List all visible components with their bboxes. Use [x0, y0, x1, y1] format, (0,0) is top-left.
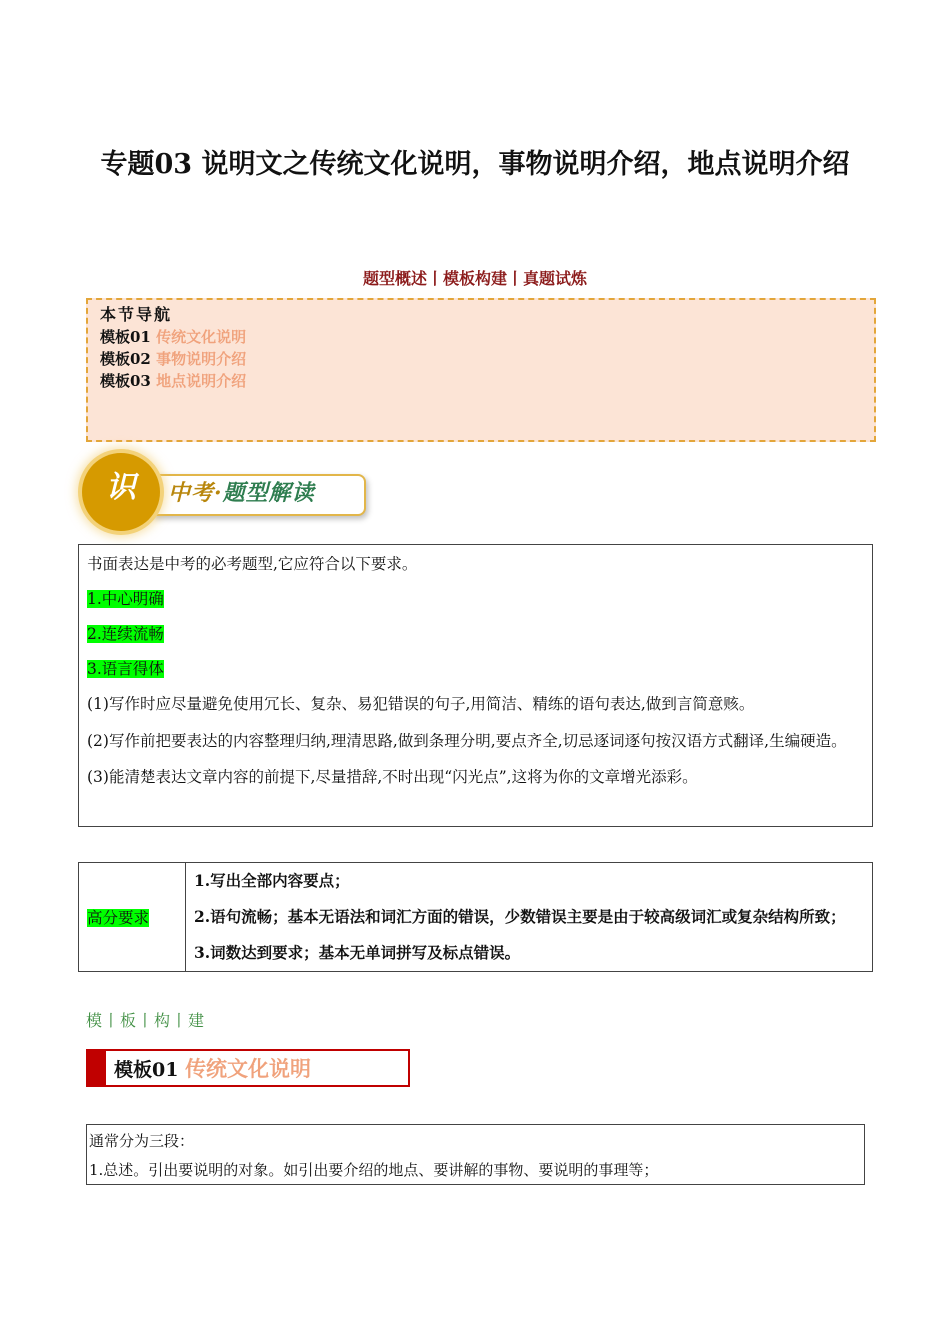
nav-item-prefix: 模板03: [100, 372, 157, 390]
template01-header: [86, 1049, 410, 1087]
nav-item-1[interactable]: [100, 326, 862, 348]
nav-heading: 本节导航: [100, 305, 173, 324]
requirements-label: 高分要求: [87, 909, 150, 927]
requirements-label-cell: [79, 863, 186, 972]
nav-item-prefix: 模板02: [100, 350, 157, 368]
requirements-table: [78, 862, 873, 972]
intro-point-2: (2)写作前把要表达的内容整理归纳,理清思路,做到条理分明,要点齐全,切忌逐词逐句按汉语方式翻译,生编硬造。: [87, 732, 847, 750]
structure-line-2: 1.总述。引出要说明的对象。如引出要介绍的地点、要讲解的事物、要说明的事理等；: [89, 1161, 659, 1179]
nav-item-3[interactable]: [100, 370, 862, 392]
intro-box: [78, 544, 873, 827]
badge-char: 识: [106, 470, 136, 505]
section-subnav: 题型概述丨模板构建丨真题试炼: [362, 269, 587, 288]
nav-item-prefix: 模板01: [100, 328, 157, 346]
section-navigation-box: [86, 298, 876, 442]
accent-bar: [88, 1051, 106, 1085]
template01-link[interactable]: 传统文化说明: [185, 1056, 312, 1081]
structure-line-1: 通常分为三段：: [89, 1132, 195, 1150]
highlight-2: 2.连续流畅: [87, 625, 164, 643]
nav-link-2[interactable]: 事物说明介绍: [156, 350, 247, 368]
highlight-1: 1.中心明确: [87, 590, 164, 608]
requirement-item-1: 1.写出全部内容要点；: [194, 871, 350, 890]
requirements-items-cell: [186, 863, 873, 972]
badge-title: [168, 476, 315, 507]
template01-title: [114, 1053, 311, 1083]
requirement-item-2: 2.语句流畅；基本无语法和词汇方面的错误，少数错误主要是由于较高级词汇或复杂结构所致；: [194, 907, 846, 926]
intro-lead: 书面表达是中考的必考题型,它应符合以下要求。: [87, 555, 418, 573]
nav-item-2[interactable]: [100, 348, 862, 370]
nav-link-3[interactable]: 地点说明介绍: [156, 372, 247, 390]
badge-title-part1: 中考·: [168, 480, 223, 506]
template01-prefix: 模板01: [114, 1059, 186, 1081]
badge-title-part2: 题型解读: [222, 480, 315, 506]
section-label: 模丨板丨构丨建: [86, 1011, 206, 1030]
requirement-item-3: 3.词数达到要求；基本无单词拼写及标点错误。: [194, 943, 521, 962]
structure-box: [86, 1124, 865, 1185]
nav-link-1[interactable]: 传统文化说明: [156, 328, 247, 346]
page-title: 专题03 说明文之传统文化说明，事物说明介绍，地点说明介绍: [100, 149, 850, 180]
intro-point-1: (1)写作时应尽量避免使用冗长、复杂、易犯错误的句子,用简洁、精练的语句表达,做到言简意赅。: [87, 695, 755, 713]
highlight-3: 3.语言得体: [87, 660, 164, 678]
intro-point-3: (3)能清楚表达文章内容的前提下,尽量措辞,不时出现“闪光点”,这将为你的文章增光添彩。: [87, 768, 698, 786]
